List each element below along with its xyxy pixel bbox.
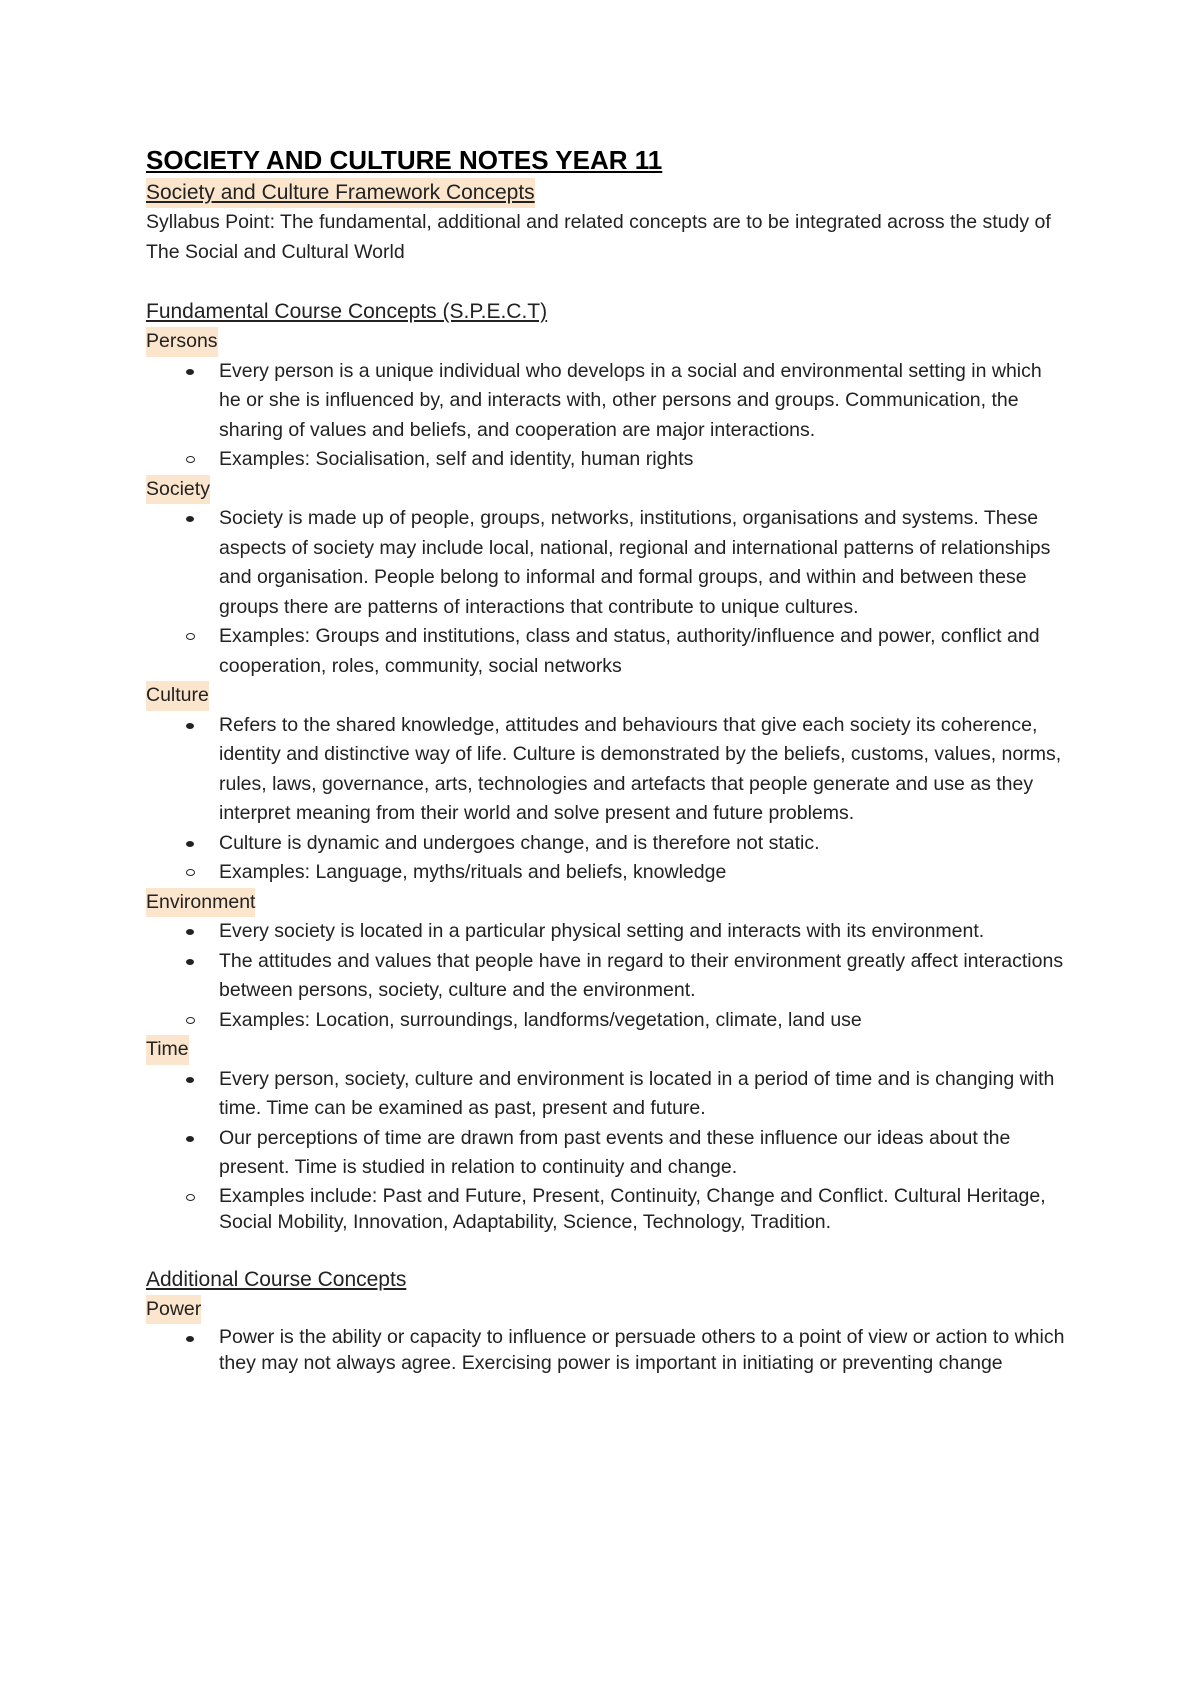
concept-label: Power	[146, 1295, 201, 1325]
concept-label: Society	[146, 475, 210, 505]
concept-society	[146, 475, 1066, 682]
list-item: Our perceptions of time are drawn from past events and these influence our ideas about the present. Time is studied in relation to continuity and change.	[146, 1124, 1066, 1183]
bullet-icon	[186, 929, 194, 935]
concept-time	[146, 1035, 1066, 1235]
additional-heading: Additional Course Concepts	[146, 1267, 407, 1291]
concept-label: Time	[146, 1035, 189, 1065]
bullet-icon	[186, 723, 194, 729]
list-item: Every person, society, culture and environment is located in a period of time and is changing with time. Time can be examined as past, present and future.	[146, 1065, 1066, 1124]
example-item: Examples: Language, myths/rituals and beliefs, knowledge	[146, 858, 1066, 888]
example-item: Examples: Location, surroundings, landforms/vegetation, climate, land use	[146, 1006, 1066, 1036]
concept-label: Environment	[146, 888, 255, 918]
concept-culture	[146, 681, 1066, 888]
sublist-container	[146, 1006, 1066, 1036]
example-item: Examples: Groups and institutions, class and status, authority/influence and power, conflict and cooperation, roles, community, social networks	[146, 622, 1066, 681]
concept-environment	[146, 888, 1066, 1036]
document-title: SOCIETY AND CULTURE NOTES YEAR 11	[146, 145, 663, 175]
list-item: Refers to the shared knowledge, attitudes and behaviours that give each society its coherence, identity and distinctive way of life. Culture is demonstrated by the beliefs, customs, values, norms, rules, laws, governance, arts, technologies and artefacts that people generate and use as they interpret meaning from their world and solve present and future problems.	[146, 711, 1066, 829]
list-item: Culture is dynamic and undergoes change, and is therefore not static.	[146, 829, 1066, 859]
bullet-icon	[186, 1077, 194, 1083]
example-item: Examples: Socialisation, self and identity, human rights	[146, 445, 1066, 475]
bullet-icon	[186, 516, 194, 522]
list-item: Every society is located in a particular physical setting and interacts with its environment.	[146, 917, 1066, 947]
document-page	[146, 144, 1066, 1376]
list-item: Every person is a unique individual who develops in a social and environmental setting in which he or she is influenced by, and interacts with, other persons and groups. Communication, the sharing of values and beliefs, and cooperation are major interactions.	[146, 357, 1066, 446]
hollow-bullet-icon	[186, 456, 195, 463]
sublist-container	[146, 858, 1066, 888]
bullet-icon	[186, 1336, 194, 1342]
list-item: Society is made up of people, groups, networks, institutions, organisations and systems. These aspects of society may include local, national, regional and international patterns of relationships and organisation. People belong to informal and formal groups, and within and between these groups there are patterns of interactions that contribute to unique cultures.	[146, 504, 1066, 622]
example-item: Examples include: Past and Future, Present, Continuity, Change and Conflict. Cultural Heritage, Social Mobility, Innovation, Adaptability, Science, Technology, Tradition.	[146, 1183, 1066, 1235]
concept-persons	[146, 327, 1066, 475]
framework-subtitle: Society and Culture Framework Concepts	[146, 178, 535, 208]
concept-label: Persons	[146, 327, 218, 357]
bullet-icon	[186, 369, 194, 375]
list-item: The attitudes and values that people have in regard to their environment greatly affect interactions between persons, society, culture and the environment.	[146, 947, 1066, 1006]
bullet-icon	[186, 1136, 194, 1142]
sublist-container	[146, 1183, 1066, 1235]
sublist-container	[146, 445, 1066, 475]
bullet-icon	[186, 959, 194, 965]
sublist-container	[146, 622, 1066, 681]
concept-power	[146, 1295, 1066, 1377]
list-item: Power is the ability or capacity to influence or persuade others to a point of view or action to which they may not always agree. Exercising power is important in initiating or preventing change	[146, 1324, 1066, 1376]
bullet-icon	[186, 841, 194, 847]
fundamental-heading: Fundamental Course Concepts (S.P.E.C.T)	[146, 300, 548, 323]
hollow-bullet-icon	[186, 1017, 195, 1024]
hollow-bullet-icon	[186, 1194, 195, 1201]
hollow-bullet-icon	[186, 633, 195, 640]
hollow-bullet-icon	[186, 869, 195, 876]
concept-label: Culture	[146, 681, 209, 711]
syllabus-point: Syllabus Point: The fundamental, additional and related concepts are to be integrated across the study of The Social and Cultural World	[146, 211, 1051, 263]
